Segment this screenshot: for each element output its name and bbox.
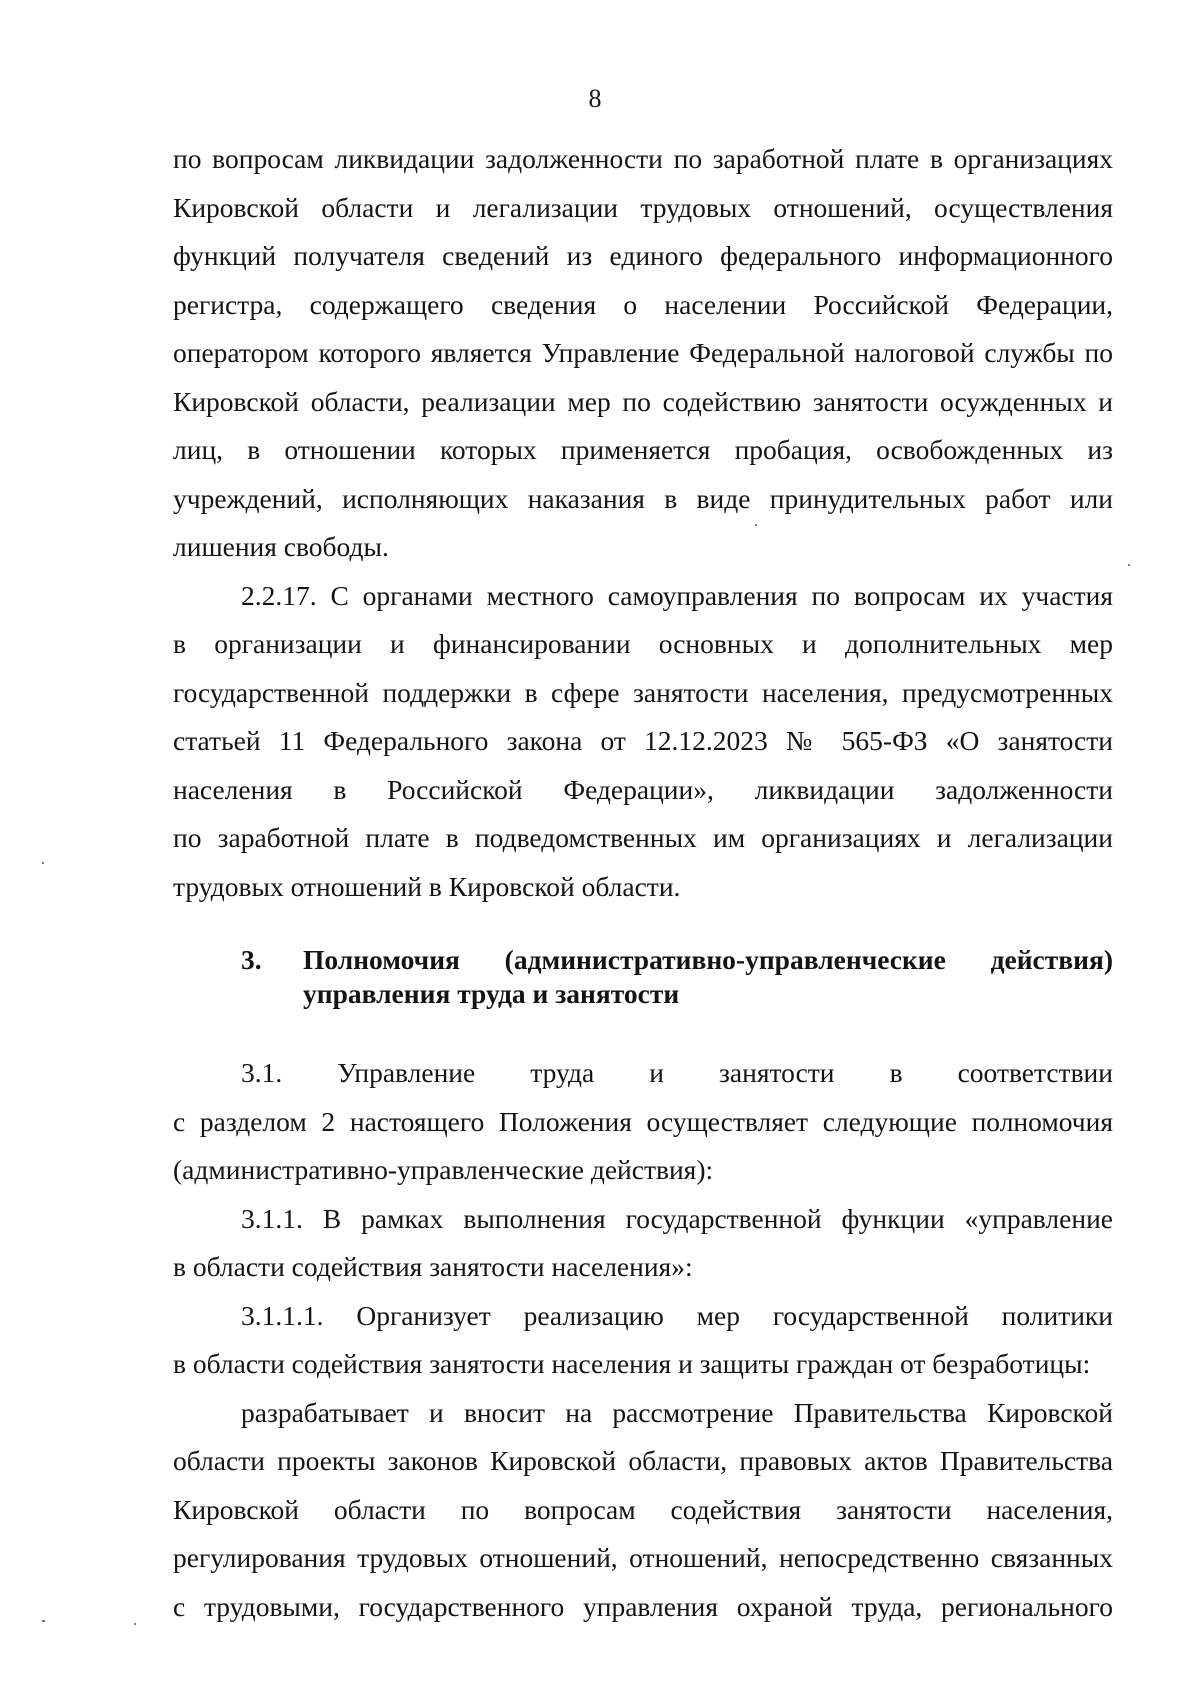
text-line: Кировской области, реализации мер по содействию занятости осужденных и bbox=[173, 385, 1113, 417]
paragraph-3-1-1 bbox=[173, 1195, 1113, 1292]
text-line: Кировской области по вопросам содействия занятости населения, bbox=[173, 1493, 1113, 1525]
text-line: регулирования трудовых отношений, отношений, непосредственно связанных bbox=[173, 1542, 1113, 1573]
scan-speck bbox=[755, 524, 757, 526]
paragraph-3-1-1-1 bbox=[173, 1292, 1113, 1389]
text-line: в организации и финансировании основных и дополнительных мер bbox=[173, 628, 1113, 659]
text-line: лиц, в отношении которых применяется пробация, освобожденных из bbox=[173, 434, 1113, 465]
scan-speck bbox=[42, 862, 44, 864]
text-line: 3.1. Управление труда и занятости в соответствии bbox=[241, 1057, 1113, 1088]
section-title-line: управления труда и занятости bbox=[303, 978, 680, 1009]
text-line: государственной поддержки в сфере занятости населения, предусмотренных bbox=[173, 676, 1113, 708]
text-line: трудовых отношений в Кировской области. bbox=[173, 870, 681, 902]
section-number: 3. bbox=[241, 944, 262, 975]
text-line: с трудовыми, государственного управления охраной труда, регионального bbox=[173, 1590, 1113, 1622]
paragraph-continuation bbox=[173, 135, 1113, 572]
text-line: по заработной плате в подведомственных им организациях и легализации bbox=[173, 822, 1113, 853]
text-line: 2.2.17. С органами местного самоуправления по вопросам их участия bbox=[241, 579, 1113, 611]
section-title-line: Полномочия (административно-управленческие действия) bbox=[303, 944, 1113, 975]
text-line: регистра, содержащего сведения о населении Российской Федерации, bbox=[173, 288, 1113, 320]
scan-speck bbox=[42, 1620, 45, 1622]
text-line: (административно-управленческие действия): bbox=[173, 1154, 714, 1185]
text-line: населения в Российской Федерации», ликвидации задолженности bbox=[173, 773, 1113, 805]
text-line: лишения свободы. bbox=[173, 531, 389, 562]
section-title bbox=[303, 943, 1113, 1011]
paragraph-2-2-17 bbox=[173, 572, 1113, 912]
text-line: в области содействия занятости населения и защиты граждан от безработицы: bbox=[173, 1348, 1091, 1379]
text-line: оператором которого является Управление Федеральной налоговой службы по bbox=[173, 337, 1113, 368]
text-line: 3.1.1.1. Организует реализацию мер государственной политики bbox=[241, 1299, 1113, 1331]
text-line: разрабатывает и вносит на рассмотрение Правительства Кировской bbox=[241, 1396, 1113, 1428]
scan-speck bbox=[134, 1623, 136, 1625]
text-line: функций получателя сведений из единого федерального информационного bbox=[173, 240, 1113, 271]
page-number: 8 bbox=[588, 84, 602, 113]
text-line: по вопросам ликвидации задолженности по заработной плате в организациях bbox=[173, 143, 1113, 174]
paragraph-develops bbox=[173, 1389, 1113, 1632]
paragraph-3-1 bbox=[173, 1049, 1113, 1195]
text-line: области проекты законов Кировской области, правовых актов Правительства bbox=[173, 1445, 1113, 1476]
scan-speck bbox=[1128, 564, 1130, 566]
text-line: с разделом 2 настоящего Положения осуществляет следующие полномочия bbox=[173, 1105, 1113, 1137]
document-body bbox=[173, 135, 1113, 1631]
text-line: в области содействия занятости населения»: bbox=[173, 1251, 693, 1282]
text-line: статьей 11 Федерального закона от 12.12.2023 № 565-ФЗ «О занятости bbox=[173, 725, 1113, 756]
text-line: Кировской области и легализации трудовых отношений, осуществления bbox=[173, 191, 1113, 223]
text-line: учреждений, исполняющих наказания в виде принудительных работ или bbox=[173, 482, 1113, 514]
section-heading bbox=[173, 943, 1113, 1011]
text-line: 3.1.1. В рамках выполнения государственной функции «управление bbox=[241, 1202, 1113, 1234]
